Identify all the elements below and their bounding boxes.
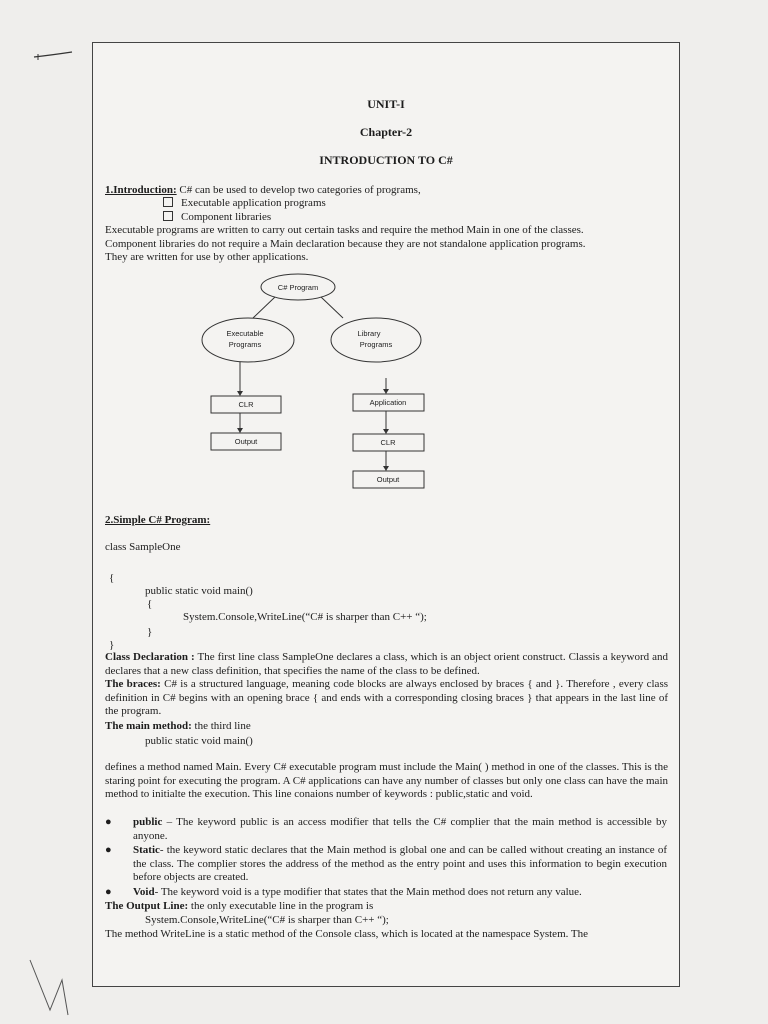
intro-heading: 1.Introduction:	[105, 184, 177, 196]
root-node-label: C# Program	[277, 283, 319, 292]
intro-item-1: Executable application programs	[163, 197, 326, 211]
arrow-icon	[383, 389, 389, 394]
main-code-line: public static void main()	[145, 735, 253, 747]
arrow-icon	[237, 391, 243, 396]
bullet-icon: ●	[105, 886, 112, 898]
chapter-heading: Chapter-2	[359, 125, 413, 139]
right-box-clr-label: CLR	[380, 438, 396, 447]
right-node-label-1: Library	[357, 329, 381, 338]
right-box-application-label: Application	[369, 398, 407, 407]
bullet-public: ● public – The keyword public is an access modifier that tells the C# complier that the main method is accessible by anyone.	[105, 816, 667, 842]
code-inner-close: }	[147, 626, 153, 638]
left-box-output-label: Output	[234, 437, 258, 446]
code-open-brace: {	[109, 572, 115, 584]
program-categories-diagram	[193, 273, 453, 493]
edge-root-left	[253, 297, 275, 318]
pen-mark	[32, 48, 76, 62]
code-class-line: class SampleOne	[105, 541, 181, 553]
checkbox-icon	[163, 197, 173, 207]
document-page	[92, 42, 680, 987]
page-title: INTRODUCTION TO C#	[319, 153, 453, 167]
unit-heading: UNIT-I	[367, 97, 405, 111]
bullet-icon: ●	[105, 844, 112, 856]
bullet-static: ● Static- the keyword static declares that the Main method is global one and can be called without creating an instance of the class. The complier stores the address of the method as the entry point and uses this information to begin execution before objects are created.	[105, 844, 667, 883]
output-line-heading: The Output Line: the only executable line in the program is	[105, 900, 374, 912]
output-code-line: System.Console,WriteLine(“C# is sharper than C++ “);	[145, 914, 389, 926]
left-box-clr-label: CLR	[238, 400, 254, 409]
intro-lead: C# can be used to develop two categories of programs,	[176, 184, 421, 196]
program-heading: 2.Simple C# Program:	[105, 514, 211, 526]
arrow-icon	[383, 466, 389, 471]
arrow-icon	[237, 428, 243, 433]
corner-scribble	[20, 955, 80, 1020]
intro-paragraph: Executable programs are written to carry out certain tasks and require the method Main in one of the classes. Component libraries do not require a Main declaration because they are not standalone application programs. They are written for use by other applications.	[105, 224, 586, 263]
last-line: The method WriteLine is a static method of the Console class, which is located at the namespace System. The	[105, 928, 589, 940]
intro-item-2: Component libraries	[163, 211, 271, 225]
bullet-void: ● Void- The keyword void is a type modifier that states that the Main method does not return any value.	[105, 886, 582, 898]
braces-paragraph: The braces: C# is a structured language, meaning code blocks are always enclosed by braces { and }. Therefore , every class definition in C# begins with an opening brace { and ends with a corresponding closing braces } that appears in the last line of the program.	[105, 678, 669, 717]
code-method-sig: public static void main()	[145, 585, 253, 597]
left-node-label-1: Executable	[226, 329, 264, 338]
intro-line	[105, 184, 421, 198]
code-inner-open: {	[147, 598, 153, 610]
main-method-line: The main method: the third line	[105, 720, 251, 732]
main-method-paragraph: defines a method named Main. Every C# executable program must include the Main( ) method in one of the classes. This is the staring point for executing the program. A C# applications can have any number of classes but only one class can have the main method to initialte the execution. This line conaions number of keywords : public,static and void.	[105, 761, 668, 800]
checkbox-icon	[163, 211, 173, 221]
class-declaration-paragraph: Class Declaration : The first line class SampleOne declares a class, which is an object orient construct. Classis a keyword and declares that a new class definition, that specifies the name of the class to be defined.	[105, 651, 668, 677]
bullet-icon: ●	[105, 816, 112, 828]
right-node-label-2: Programs	[359, 340, 393, 349]
code-statement: System.Console,WriteLine(“C# is sharper than C++ “);	[183, 611, 427, 623]
right-box-output-label: Output	[376, 475, 400, 484]
left-node-label-2: Programs	[228, 340, 262, 349]
arrow-icon	[383, 429, 389, 434]
edge-root-right	[321, 297, 343, 318]
code-close-brace: }	[109, 639, 115, 651]
